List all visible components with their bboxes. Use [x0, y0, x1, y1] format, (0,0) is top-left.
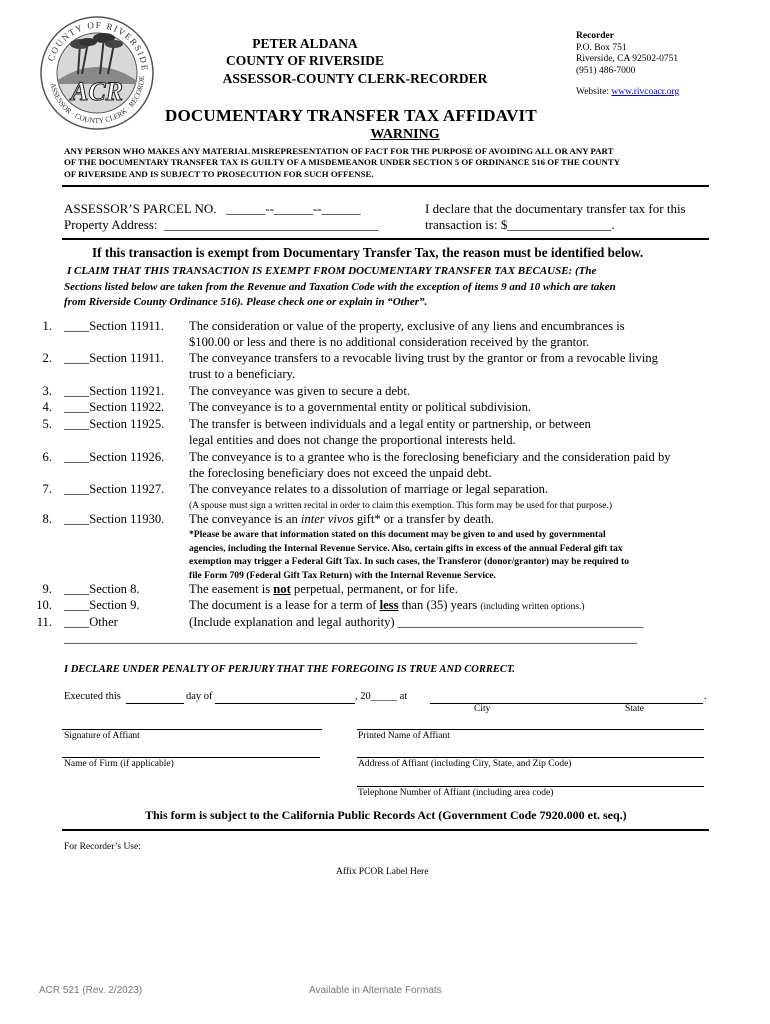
- printed-name-label: Printed Name of Affiant: [358, 731, 450, 741]
- apn-label: ASSESSOR’S PARCEL NO.: [64, 201, 217, 216]
- divider: [62, 185, 709, 187]
- apn-field[interactable]: ______--______--______: [226, 201, 361, 216]
- assessor-name: PETER ALDANA: [252, 36, 358, 51]
- item-checkbox-blank[interactable]: ____Section 11921.: [64, 384, 165, 398]
- pcor-label-area: Affix PCOR Label Here: [336, 867, 429, 877]
- parcel-block: [64, 201, 379, 233]
- warning-title: WARNING: [370, 127, 440, 142]
- address-field[interactable]: _________________________________: [164, 217, 379, 232]
- state-label: State: [625, 704, 644, 714]
- tax-amount-field[interactable]: transaction is: $________________.: [425, 217, 615, 232]
- public-records-notice: This form is subject to the California Public Records Act (Government Code 7920.000 et. seq.): [145, 808, 627, 822]
- address-affiant-label: Address of Affiant (including City, State, and Zip Code): [358, 759, 572, 769]
- signature-label: Signature of Affiant: [64, 731, 140, 741]
- office-header: [200, 35, 410, 69]
- item-checkbox-blank[interactable]: ____Section 11911.: [64, 319, 164, 333]
- recorder-label: Recorder: [576, 31, 614, 41]
- divider: [62, 238, 709, 240]
- executed-month-field[interactable]: [215, 703, 355, 704]
- form-title: DOCUMENTARY TRANSFER TAX AFFIDAVIT: [165, 106, 537, 125]
- signature-field[interactable]: [62, 729, 322, 730]
- firm-name-field[interactable]: [62, 757, 320, 758]
- office-name: ASSESSOR-COUNTY CLERK-RECORDER: [222, 71, 488, 86]
- form-number: ACR 521 (Rev. 2/2023): [39, 985, 143, 996]
- website-link[interactable]: www.rivcoacr.org: [611, 87, 680, 97]
- website-label: Website:: [576, 87, 610, 97]
- seal-ring-top: COUNTY OF RIVERSIDE: [45, 19, 151, 73]
- recorder-city: Riverside, CA 92502-0751: [576, 54, 679, 64]
- warning-text: ANY PERSON WHO MAKES ANY MATERIAL MISREPRESENTATION OF FACT FOR THE PURPOSE OF AVOIDING ALL OR ANY PART OF THE DOCUMENTARY TRANSFER TAX IS GUILTY OF A MISDEMEANOR UNDER SECTION 5 OF ORDINANCE 516 OF THE COUNTY OF RIVERSIDE AND IS SUBJECT TO PROSECUTION FOR SUCH OFFENSE.: [64, 146, 621, 179]
- address-label: Property Address:: [64, 217, 158, 232]
- recorder-box: P.O. Box 751: [576, 42, 627, 53]
- divider: [62, 829, 709, 831]
- item-checkbox-blank[interactable]: ____Section 11927.: [64, 482, 165, 496]
- county-seal-logo: [38, 14, 156, 132]
- seal-ring-bottom: ASSESSOR · COUNTY CLERK · RECORDE: [48, 75, 147, 126]
- executed-line: Executed this day of , 20_____ at .: [64, 691, 707, 702]
- item-checkbox-blank[interactable]: ____Section 11911.: [64, 351, 164, 365]
- penalty-statement: I DECLARE UNDER PENALTY OF PERJURY THAT THE FOREGOING IS TRUE AND CORRECT.: [64, 664, 515, 675]
- recorder-contact: [576, 31, 679, 99]
- item-checkbox-blank[interactable]: ____Section 11922.: [64, 400, 165, 414]
- address-affiant-field[interactable]: [357, 757, 704, 758]
- city-label: City: [474, 704, 491, 714]
- item-checkbox-blank[interactable]: ____Section 9.: [64, 598, 140, 612]
- recorder-use-label: For Recorder’s Use:: [64, 842, 141, 852]
- tax-declaration: I declare that the documentary transfer tax for this transaction is: $________________.: [425, 201, 686, 232]
- seal-center-text: ACR: [70, 77, 124, 106]
- recorder-phone: (951) 486-7000: [576, 65, 636, 76]
- telephone-field[interactable]: [357, 786, 704, 787]
- item-checkbox-blank[interactable]: ____Section 11925.: [64, 417, 165, 431]
- item-checkbox-blank[interactable]: ____Section 8.: [64, 582, 140, 596]
- executed-place-field[interactable]: [430, 703, 703, 704]
- exempt-heading: If this transaction is exempt from Documentary Transfer Tax, the reason must be identified below.: [92, 245, 644, 260]
- item-checkbox-blank[interactable]: ____Section 11930.: [64, 512, 165, 526]
- telephone-label: Telephone Number of Affiant (including area code): [358, 788, 554, 798]
- other-explanation-field[interactable]: (Include explanation and legal authority) _______________________________________: [189, 615, 644, 629]
- seal-icon: [38, 14, 156, 132]
- spouse-note: (A spouse must sign a written recital in order to claim this exemption. This form may be used for that purpose.): [189, 501, 613, 511]
- alternate-formats: Available in Alternate Formats: [309, 985, 442, 996]
- firm-name-label: Name of Firm (if applicable): [64, 759, 174, 769]
- county-name: COUNTY OF RIVERSIDE: [225, 53, 385, 68]
- exempt-claim: I CLAIM THAT THIS TRANSACTION IS EXEMPT FROM DOCUMENTARY TRANSFER TAX BECAUSE: (The Sections listed below are taken from the Revenue and Taxation Code with the exception of items 9 and 10 which are taken from Riverside County Ordinance 516). Please check one or explain in “Other”.: [64, 265, 616, 308]
- item-checkbox-blank[interactable]: ____Other: [64, 615, 118, 629]
- item-checkbox-blank[interactable]: ____Section 11926.: [64, 450, 165, 464]
- executed-day-field[interactable]: [126, 703, 184, 704]
- printed-name-field[interactable]: [357, 729, 704, 730]
- gift-tax-note: *Please be aware that information stated on this document may be given to and used by governmental agencies, including the Internal Revenue Service. Also, certain gifts in excess of the annual Federal gift tax exemption may trigger a Federal Gift Tax. In such cases, the Transferor (donor/grantor) may be required to file Form 709 (Federal Gift Tax Return) with the Internal Revenue Service.: [189, 529, 630, 581]
- other-explanation-line[interactable]: ___________________________________________________________________________________________: [64, 631, 638, 645]
